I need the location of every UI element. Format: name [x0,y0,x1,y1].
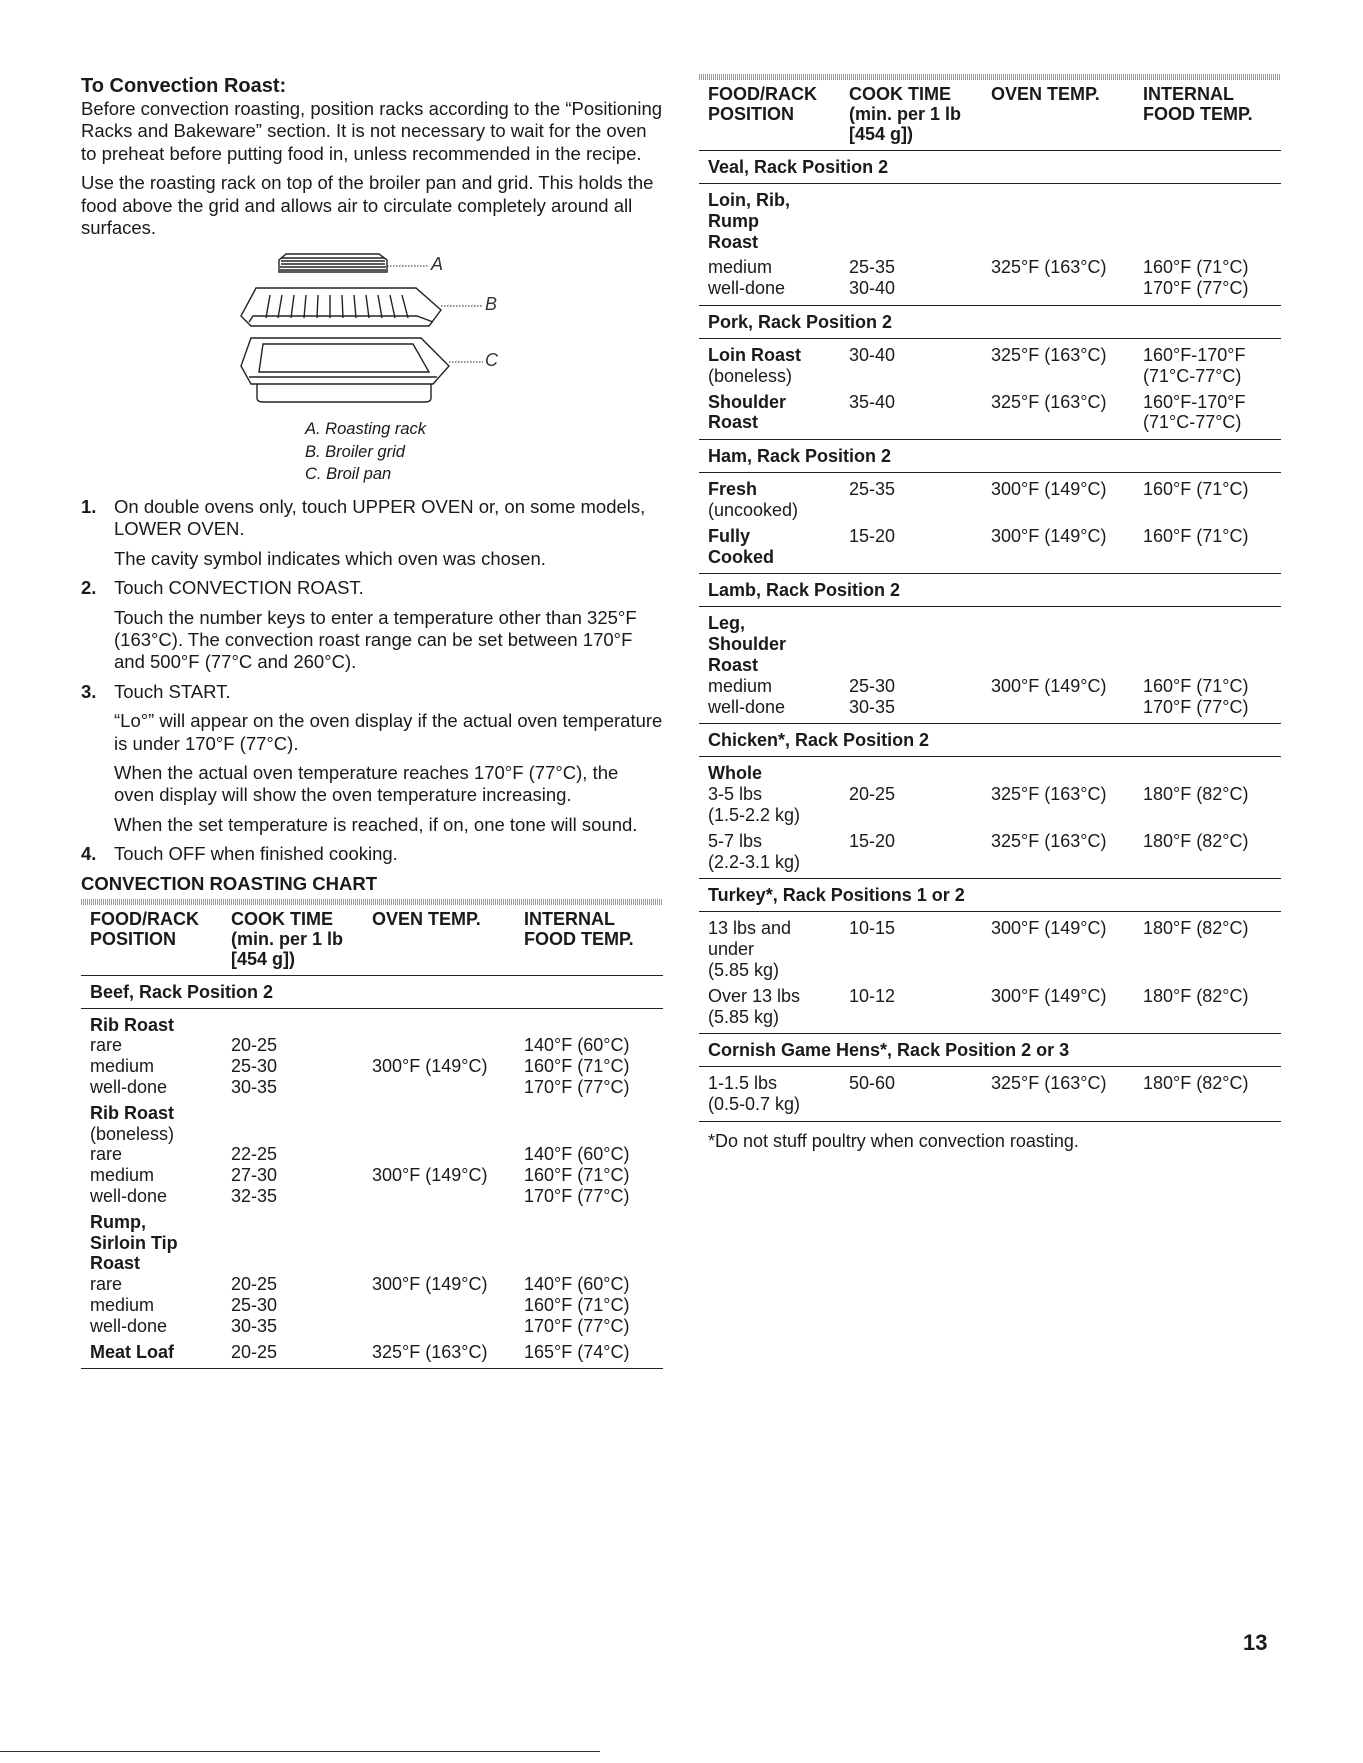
table-row [699,697,1281,718]
group-body [699,184,1281,306]
table-cell [372,1144,524,1165]
table-cell [1143,1007,1281,1028]
table-cell [991,412,1143,433]
footnote: *Do not stuff poultry when convection roasting. [708,1130,1079,1151]
table-row [81,1233,663,1254]
table-cell [849,547,991,568]
table-cell [849,939,991,960]
table-cell: 20-25 [231,1035,278,1056]
roasting-chart-right [699,74,1281,1152]
table-cell: (71°C-77°C) [1143,412,1242,433]
table-row [81,1342,663,1363]
table-cell [991,500,1143,521]
table-row [699,986,1281,1007]
table-cell: 140°F (60°C) [524,1144,630,1165]
table-cell: Over 13 lbs [708,985,801,1006]
table-cell: 170°F (77°C) [524,1186,630,1206]
table-cell [1143,634,1281,655]
group-body [699,1067,1281,1122]
table-cell: 15-20 [849,830,896,851]
roasting-chart-left [81,899,663,1370]
table-cell: rare [90,1144,123,1165]
table-cell: 160°F (71°C) [1143,257,1249,278]
header-oven-temp: OVEN TEMP. [991,84,1100,104]
step-number: 4. [81,843,97,865]
table-row [699,366,1281,387]
table-cell [1143,805,1281,826]
table-cell [849,211,991,232]
right-column [699,74,1284,1152]
table-cell: 10-12 [849,985,896,1006]
step-3 [81,681,663,836]
table-cell [849,960,991,981]
step-text: When the set temperature is reached, if on, one tone will sound. [114,813,638,835]
table-cell: 160°F (71°C) [1143,675,1249,696]
table-row [699,1073,1281,1094]
table-cell [991,278,1143,299]
table-cell: Rump [708,210,759,231]
table-cell: well-done [708,278,786,299]
table-cell: well-done [90,1186,168,1206]
figure-label-b: B [485,294,498,315]
table-cell [991,634,1143,655]
group-heading: Chicken*, Rack Position 2 [699,724,1281,757]
header-food-rack: FOOD/RACK POSITION [90,908,199,949]
table-cell: Roast [708,412,759,433]
intro-paragraph-2: Use the roasting rack on top of the broiler pan and grid. This holds the food above the grid and allows air to circulate completely around all surfaces. [81,172,654,239]
table-cell: 25-35 [849,257,896,278]
figure-label-a: A [431,254,444,275]
table-cell [524,1124,663,1145]
table-row [699,500,1281,521]
table-row [81,1144,663,1165]
table-cell [372,1253,524,1274]
group-heading: Cornish Game Hens*, Rack Position 2 or 3 [699,1034,1281,1067]
table-cell: Rump, [90,1211,146,1232]
table-cell: Rib Roast [90,1014,175,1035]
table-cell [231,1212,372,1233]
table-cell [524,1212,663,1233]
table-cell: 160°F-170°F [1143,391,1246,412]
table-cell: 3-5 lbs [708,784,763,805]
table-cell [849,412,991,433]
table-row [699,634,1281,655]
table-cell: 325°F (163°C) [991,1073,1107,1094]
table-cell [849,613,991,634]
table-cell: 180°F (82°C) [1143,830,1249,851]
caption-broil-pan: C. Broil pan [305,465,392,484]
table-cell [372,1124,524,1145]
group-body [699,473,1281,574]
table-cell: 160°F (71°C) [524,1165,630,1186]
header-internal-temp: INTERNAL FOOD TEMP. [1143,84,1253,124]
table-cell [1143,190,1281,211]
table-cell: well-done [90,1077,168,1098]
table-cell: 160°F (71°C) [524,1056,630,1077]
table-row [699,613,1281,634]
header-oven-temp: OVEN TEMP. [372,908,481,929]
step-text: “Lo°” will appear on the oven display if the actual oven temperature is under 170°F (77°C). [114,710,663,754]
table-cell [524,1253,663,1274]
table-cell: 160°F (71°C) [1143,525,1249,546]
table-cell: (5.85 kg) [708,1006,780,1027]
left-column [81,74,663,1369]
table-row [699,547,1281,568]
table-cell [991,211,1143,232]
table-row [699,918,1281,939]
table-cell [231,1015,372,1036]
instruction-steps [81,496,663,866]
table-cell [849,1094,991,1115]
chart-header-row [81,905,663,976]
group-heading: Lamb, Rack Position 2 [699,574,1281,607]
table-cell: Sirloin Tip [90,1232,178,1253]
table-row [81,1035,663,1056]
group-body [699,912,1281,1034]
table-cell: Rib Roast [90,1102,175,1123]
table-cell [849,852,991,873]
header-cook-time: COOK TIME (min. per 1 lb [454 g]) [849,84,962,144]
table-cell [991,697,1143,718]
table-cell: 160°F (71°C) [1143,479,1249,500]
table-cell: Roast [90,1253,141,1274]
table-row [699,392,1281,413]
table-cell: 30-40 [849,278,896,299]
group-body [699,757,1281,879]
table-cell [372,1035,524,1056]
table-cell: 170°F (77°C) [524,1077,630,1098]
table-cell [1143,852,1281,873]
table-cell: Shoulder [708,391,787,412]
table-cell: (boneless) [90,1123,175,1144]
table-cell [372,1186,524,1207]
table-cell: Roast [708,231,759,252]
table-cell [991,763,1143,784]
table-cell: 300°F (149°C) [991,675,1107,696]
table-cell [991,1094,1143,1115]
table-cell: 325°F (163°C) [372,1341,488,1362]
table-cell: 325°F (163°C) [991,830,1107,851]
table-cell [991,366,1143,387]
table-cell: 300°F (149°C) [991,918,1107,939]
table-cell: 325°F (163°C) [991,391,1107,412]
table-row [81,1186,663,1207]
table-row [699,232,1281,253]
table-row [81,1103,663,1124]
table-cell: 325°F (163°C) [991,344,1107,365]
table-cell: 10-15 [849,918,896,939]
step-number: 1. [81,495,97,517]
table-cell [231,1253,372,1274]
header-food-rack: FOOD/RACK POSITION [708,84,817,124]
table-cell [849,366,991,387]
table-row [81,1015,663,1036]
table-cell: 30-40 [849,344,896,365]
section-title: To Convection Roast: [81,75,287,97]
table-cell [991,655,1143,676]
table-cell: 20-25 [231,1341,278,1362]
table-row [81,1124,663,1145]
table-cell [1143,211,1281,232]
table-cell [1143,1094,1281,1115]
table-cell: well-done [708,696,786,717]
table-cell: rare [90,1274,123,1295]
group-body [699,607,1281,724]
table-cell: 30-35 [231,1315,278,1336]
table-cell [991,190,1143,211]
table-row [699,676,1281,697]
table-cell [372,1103,524,1124]
table-cell: Loin Roast [708,344,801,365]
table-cell: 160°F-170°F [1143,344,1246,365]
table-cell: 160°F (71°C) [524,1294,630,1315]
chart-title: CONVECTION ROASTING CHART [81,872,377,894]
step-2 [81,577,663,674]
table-cell [991,232,1143,253]
table-cell [849,190,991,211]
table-cell [849,500,991,521]
table-cell [1143,613,1281,634]
step-4 [81,843,663,865]
table-cell: (0.5-0.7 kg) [708,1094,801,1115]
table-cell [372,1295,524,1316]
table-row [81,1056,663,1077]
table-cell: under [708,939,755,960]
chart-groups-left [81,976,663,1370]
table-cell: medium [90,1294,155,1315]
step-text: When the actual oven temperature reaches 170°F (77°C), the oven display will show the oven temperature increasing. [114,762,619,806]
table-row [699,526,1281,547]
chart-header-row [699,80,1281,151]
step-text: On double ovens only, touch UPPER OVEN or, on some models, LOWER OVEN. [114,495,646,540]
table-cell: 27-30 [231,1165,278,1186]
table-cell: 180°F (82°C) [1143,918,1249,939]
table-cell: 32-35 [231,1186,278,1206]
table-cell: 20-25 [231,1274,278,1295]
table-cell: Whole [708,763,762,784]
group-heading: Veal, Rack Position 2 [699,151,1281,184]
chart-groups-right [699,151,1281,1122]
table-cell: Fully [708,525,751,546]
table-cell: rare [90,1035,123,1056]
table-row [699,655,1281,676]
table-cell [849,805,991,826]
table-row [699,1007,1281,1028]
table-cell: 25-30 [231,1294,278,1315]
table-cell: 165°F (74°C) [524,1341,630,1362]
table-cell: (uncooked) [708,499,799,520]
table-cell: Meat Loaf [90,1341,175,1362]
group-heading: Beef, Rack Position 2 [81,976,663,1009]
table-cell [1143,763,1281,784]
table-cell: (5.85 kg) [708,959,780,980]
bottom-rule [0,1751,600,1752]
table-cell: Fresh [708,479,758,500]
table-cell: (boneless) [708,365,793,386]
table-cell [231,1103,372,1124]
group-heading: Pork, Rack Position 2 [699,306,1281,339]
table-cell: 25-30 [849,675,896,696]
table-cell: Shoulder [708,634,787,655]
table-cell: Loin, Rib, [708,190,790,210]
table-cell [1143,655,1281,676]
table-cell [372,1233,524,1254]
table-row [81,1253,663,1274]
table-cell: (1.5-2.2 kg) [708,804,801,825]
table-cell [1143,232,1281,253]
intro-paragraph-1: Before convection roasting, position racks according to the “Positioning Racks and Bakeware” section. It is not necessary to wait for the oven to preheat before putting food in, unless recommended in the recipe. [81,98,663,164]
table-row [81,1316,663,1337]
table-cell: 15-20 [849,525,896,546]
table-cell [372,1015,524,1036]
table-cell [991,852,1143,873]
step-1 [81,496,663,570]
table-cell [849,634,991,655]
step-number: 2. [81,577,97,599]
table-row [699,1094,1281,1115]
table-cell [991,960,1143,981]
table-cell: 180°F (82°C) [1143,784,1249,805]
table-cell [372,1316,524,1337]
table-cell: 35-40 [849,391,896,412]
caption-roasting-rack: A. Roasting rack [305,420,427,439]
table-row [81,1212,663,1233]
table-row [699,763,1281,784]
table-cell: 5-7 lbs [708,830,763,851]
table-cell [849,232,991,253]
table-cell: 25-35 [849,479,896,500]
table-row [81,1165,663,1186]
table-cell: 170°F (77°C) [524,1315,630,1336]
figure-caption [305,418,663,486]
table-cell [1143,547,1281,568]
step-text: The cavity symbol indicates which oven was chosen. [114,547,546,569]
step-text: Touch OFF when finished cooking. [114,843,398,865]
group-heading: Turkey*, Rack Positions 1 or 2 [699,879,1281,912]
table-cell: 170°F (77°C) [1143,696,1249,717]
table-row [699,960,1281,981]
table-cell: 300°F (149°C) [991,525,1107,546]
table-cell: 140°F (60°C) [524,1274,630,1295]
table-cell [1143,939,1281,960]
table-cell [372,1212,524,1233]
table-cell [1143,500,1281,521]
table-cell [1143,960,1281,981]
table-cell: medium [90,1056,155,1077]
table-cell: (71°C-77°C) [1143,365,1242,386]
table-cell: medium [90,1165,155,1186]
table-cell: 30-35 [231,1077,278,1098]
table-cell: medium [708,675,773,696]
header-cook-time: COOK TIME (min. per 1 lb [454 g]) [231,908,344,969]
table-cell: 13 lbs and [708,918,792,939]
group-heading: Ham, Rack Position 2 [699,440,1281,473]
table-row [81,1274,663,1295]
table-cell: Leg, [708,613,746,634]
table-cell [991,1007,1143,1028]
page-number: 13 [1243,1630,1268,1655]
table-row [699,412,1281,433]
table-cell: 50-60 [849,1073,896,1094]
step-text: Touch the number keys to enter a temperature other than 325°F (163°C). The convection roast range can be set between 170°F and 500°F (77°C and 260°C). [114,606,637,673]
table-row [699,257,1281,278]
table-cell [231,1124,372,1145]
table-cell [849,763,991,784]
table-row [699,190,1281,211]
table-cell [524,1103,663,1124]
table-cell: 170°F (77°C) [1143,278,1249,299]
table-cell [991,805,1143,826]
table-cell [991,613,1143,634]
table-cell: Cooked [708,546,775,567]
caption-broiler-grid: B. Broiler grid [305,442,405,461]
table-cell: 300°F (149°C) [372,1274,488,1295]
table-cell [231,1233,372,1254]
group-body [699,339,1281,440]
table-cell: 300°F (149°C) [991,985,1107,1006]
table-row [699,852,1281,873]
table-cell: Roast [708,654,759,675]
table-row [699,479,1281,500]
table-row [699,211,1281,232]
table-cell: 140°F (60°C) [524,1035,630,1056]
roasting-assembly-drawing [81,246,663,414]
table-row [699,831,1281,852]
step-number: 3. [81,680,97,702]
table-cell [991,939,1143,960]
table-cell: well-done [90,1315,168,1336]
group-body [81,1009,663,1370]
table-cell [524,1015,663,1036]
table-cell: 180°F (82°C) [1143,1073,1249,1094]
table-row [699,345,1281,366]
step-text: Touch START. [114,680,231,702]
header-internal-temp: INTERNAL FOOD TEMP. [524,908,634,949]
table-row [699,805,1281,826]
table-cell [849,655,991,676]
table-cell: 325°F (163°C) [991,784,1107,805]
table-cell [372,1077,524,1098]
table-cell [524,1233,663,1254]
table-cell: 325°F (163°C) [991,257,1107,278]
table-cell: 22-25 [231,1144,278,1165]
table-row [81,1295,663,1316]
table-cell: (2.2-3.1 kg) [708,851,801,872]
table-cell: 20-25 [849,784,896,805]
table-cell: medium [708,257,773,278]
table-cell: 1-1.5 lbs [708,1073,778,1094]
step-text: Touch CONVECTION ROAST. [114,577,364,599]
table-row [699,939,1281,960]
table-cell: 300°F (149°C) [991,479,1107,500]
table-cell: 25-30 [231,1056,278,1077]
table-cell: 180°F (82°C) [1143,985,1249,1006]
table-row [699,784,1281,805]
table-cell: 300°F (149°C) [372,1165,488,1186]
table-cell: 30-35 [849,696,896,717]
table-row [699,278,1281,299]
figure-label-c: C [485,350,498,371]
table-cell [849,1007,991,1028]
roasting-rack-illustration [81,246,663,414]
table-cell: 300°F (149°C) [372,1056,488,1077]
table-cell [991,547,1143,568]
table-row [81,1077,663,1098]
